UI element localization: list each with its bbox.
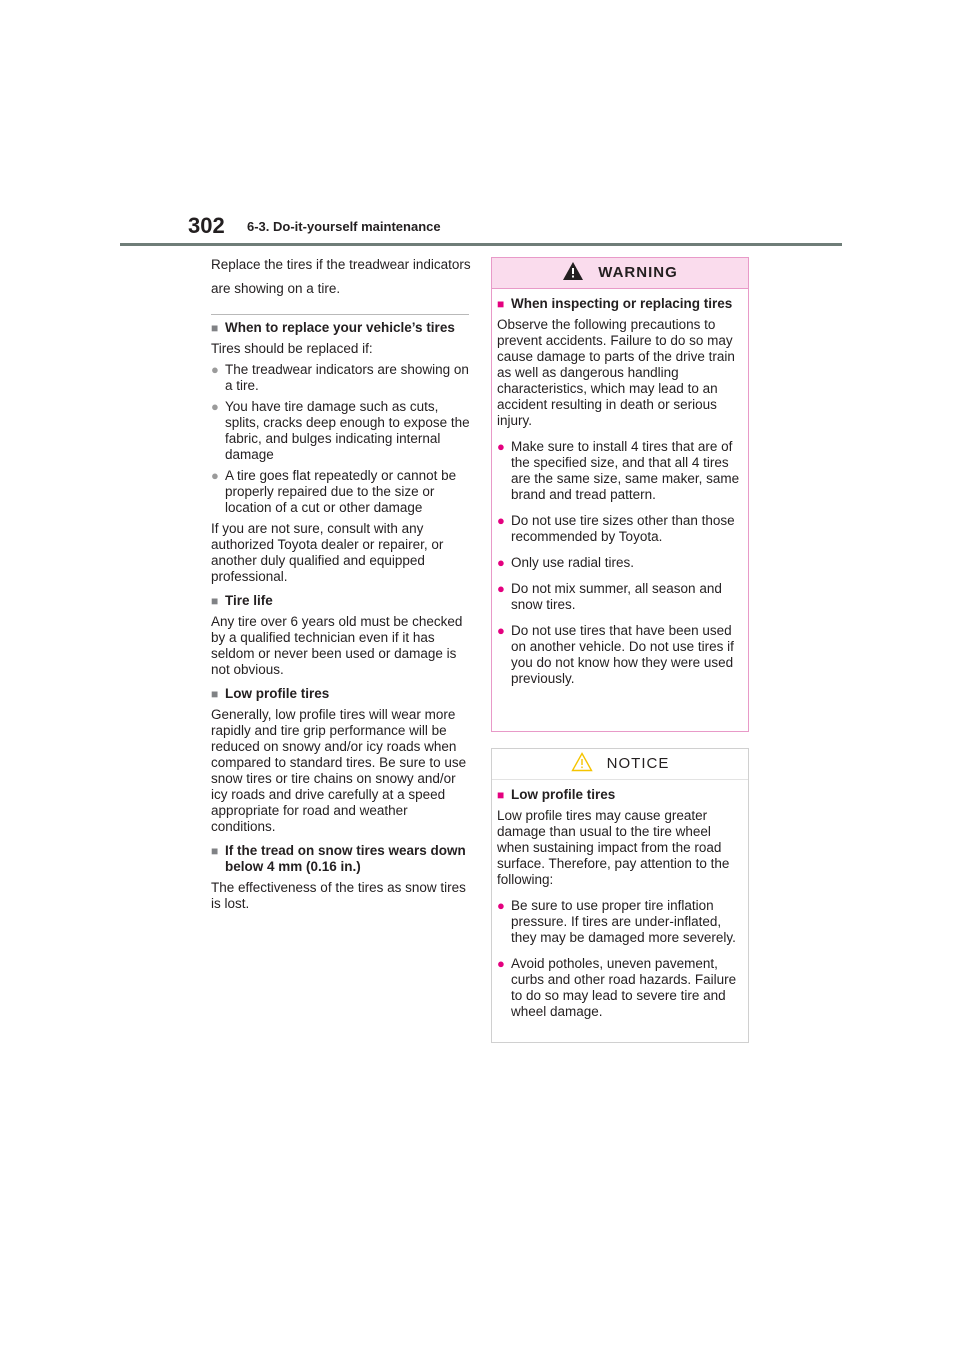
circle-bullet-icon: ●	[497, 581, 505, 596]
tire-life-text: Any tire over 6 years old must be checked by a qualified technician even if it has seldom or never been used or damage is not obvious.	[211, 614, 463, 677]
low-profile-text: Generally, low profile tires will wear more rapidly and tire grip performance will be reduced on snowy and/or icy roads when compared to standard tires. Be sure to use snow tires or tire chains on snowy and/or icy roads and drive carefully at a speed appropriate for road and weather conditions.	[211, 707, 467, 834]
bullet-text: You have tire damage such as cuts, splits, cracks deep enough to expose the fabric, and bulges indicating internal damage	[225, 399, 470, 462]
circle-bullet-icon: ●	[497, 555, 505, 570]
snow-tires-heading	[211, 843, 473, 875]
when-replace-heading	[211, 320, 473, 336]
bullet-item	[211, 362, 473, 394]
warning-header	[492, 258, 748, 289]
warning-bullet	[497, 439, 742, 503]
warning-bullet-text: Do not use tires that have been used on another vehicle. Do not use tires if you do not know how they were used previously.	[511, 623, 734, 686]
square-bullet-icon: ■	[211, 844, 219, 858]
square-bullet-icon: ■	[211, 321, 219, 335]
warning-bullet-text: Make sure to install 4 tires that are of the specified size, and that all 4 tires are the same size, same maker, same brand and tread pattern.	[511, 439, 740, 502]
notice-label: NOTICE	[606, 755, 670, 772]
notice-subhead-text: Low profile tires	[511, 787, 616, 802]
low-profile-title: Low profile tires	[225, 686, 330, 701]
square-bullet-icon: ■	[497, 788, 505, 802]
bullet-text: A tire goes flat repeatedly or cannot be properly repaired due to the size or location of a cut or other damage	[225, 468, 457, 515]
notice-bullet	[497, 956, 742, 1020]
bullet-item	[211, 399, 473, 463]
when-replace-note: If you are not sure, consult with any authorized Toyota dealer or repairer, or another duly qualified and equipped professional.	[211, 521, 444, 584]
warning-bullet-text: Do not use tire sizes other than those recommended by Toyota.	[511, 513, 735, 544]
tire-life-heading	[211, 593, 473, 609]
circle-bullet-icon: ●	[211, 399, 219, 414]
warning-label: WARNING	[598, 264, 678, 281]
warning-bullet	[497, 513, 742, 545]
section-title: 6-3. Do-it-yourself maintenance	[247, 219, 441, 234]
left-column	[211, 253, 473, 917]
warning-intro: Observe the following precautions to prevent accidents. Failure to do so may cause damage to parts of the drive train as well as dangerous handling characteristics, which may lead to an accident resulting in death or serious injury.	[497, 317, 735, 428]
warning-bullet	[497, 581, 742, 613]
warning-subhead-text: When inspecting or replacing tires	[511, 296, 733, 311]
header-divider	[120, 243, 842, 246]
when-replace-lead: Tires should be replaced if:	[211, 341, 373, 356]
bullet-item	[211, 468, 473, 516]
circle-bullet-icon: ●	[211, 362, 219, 377]
circle-bullet-icon: ●	[497, 513, 505, 528]
warning-bullet-text: Only use radial tires.	[511, 555, 635, 570]
warning-bullet	[497, 623, 742, 687]
warning-bullet-text: Do not mix summer, all season and snow tires.	[511, 581, 722, 612]
notice-subhead	[497, 787, 742, 803]
intro-text: Replace the tires if the treadwear indicators are showing on a tire.	[211, 257, 471, 296]
circle-bullet-icon: ●	[497, 439, 505, 454]
square-bullet-icon: ■	[211, 687, 219, 701]
warning-triangle-icon	[562, 261, 584, 285]
low-profile-heading	[211, 686, 473, 702]
warning-subhead	[497, 296, 742, 312]
notice-body	[492, 780, 748, 1020]
snow-tires-text: The effectiveness of the tires as snow tires is lost.	[211, 880, 466, 911]
when-replace-title: When to replace your vehicle’s tires	[225, 320, 455, 335]
tire-life-title: Tire life	[225, 593, 273, 608]
warning-bullet	[497, 555, 742, 571]
notice-bullet-text: Avoid potholes, uneven pavement, curbs and other road hazards. Failure to do so may lead to severe tire and wheel damage.	[511, 956, 737, 1019]
circle-bullet-icon: ●	[211, 468, 219, 483]
notice-bullet	[497, 898, 742, 946]
notice-box	[491, 748, 749, 1043]
square-bullet-icon: ■	[497, 297, 505, 311]
section-divider	[211, 314, 469, 315]
circle-bullet-icon: ●	[497, 623, 505, 638]
warning-body	[492, 289, 748, 687]
warning-box	[491, 257, 749, 732]
notice-bullet-text: Be sure to use proper tire inflation pressure. If tires are under-inflated, they may be damaged more severely.	[511, 898, 736, 945]
notice-intro: Low profile tires may cause greater damage than usual to the tire wheel when sustaining impact from the road surface. Therefore, pay attention to the following:	[497, 808, 730, 887]
circle-bullet-icon: ●	[497, 956, 505, 971]
page-header	[0, 0, 960, 250]
circle-bullet-icon: ●	[497, 898, 505, 913]
bullet-text: The treadwear indicators are showing on a tire.	[225, 362, 469, 393]
page-number: 302	[188, 213, 225, 238]
square-bullet-icon: ■	[211, 594, 219, 608]
caution-triangle-outline-icon	[571, 752, 593, 776]
notice-header	[492, 749, 748, 780]
snow-tires-title: If the tread on snow tires wears down below 4 mm (0.16 in.)	[225, 843, 466, 874]
